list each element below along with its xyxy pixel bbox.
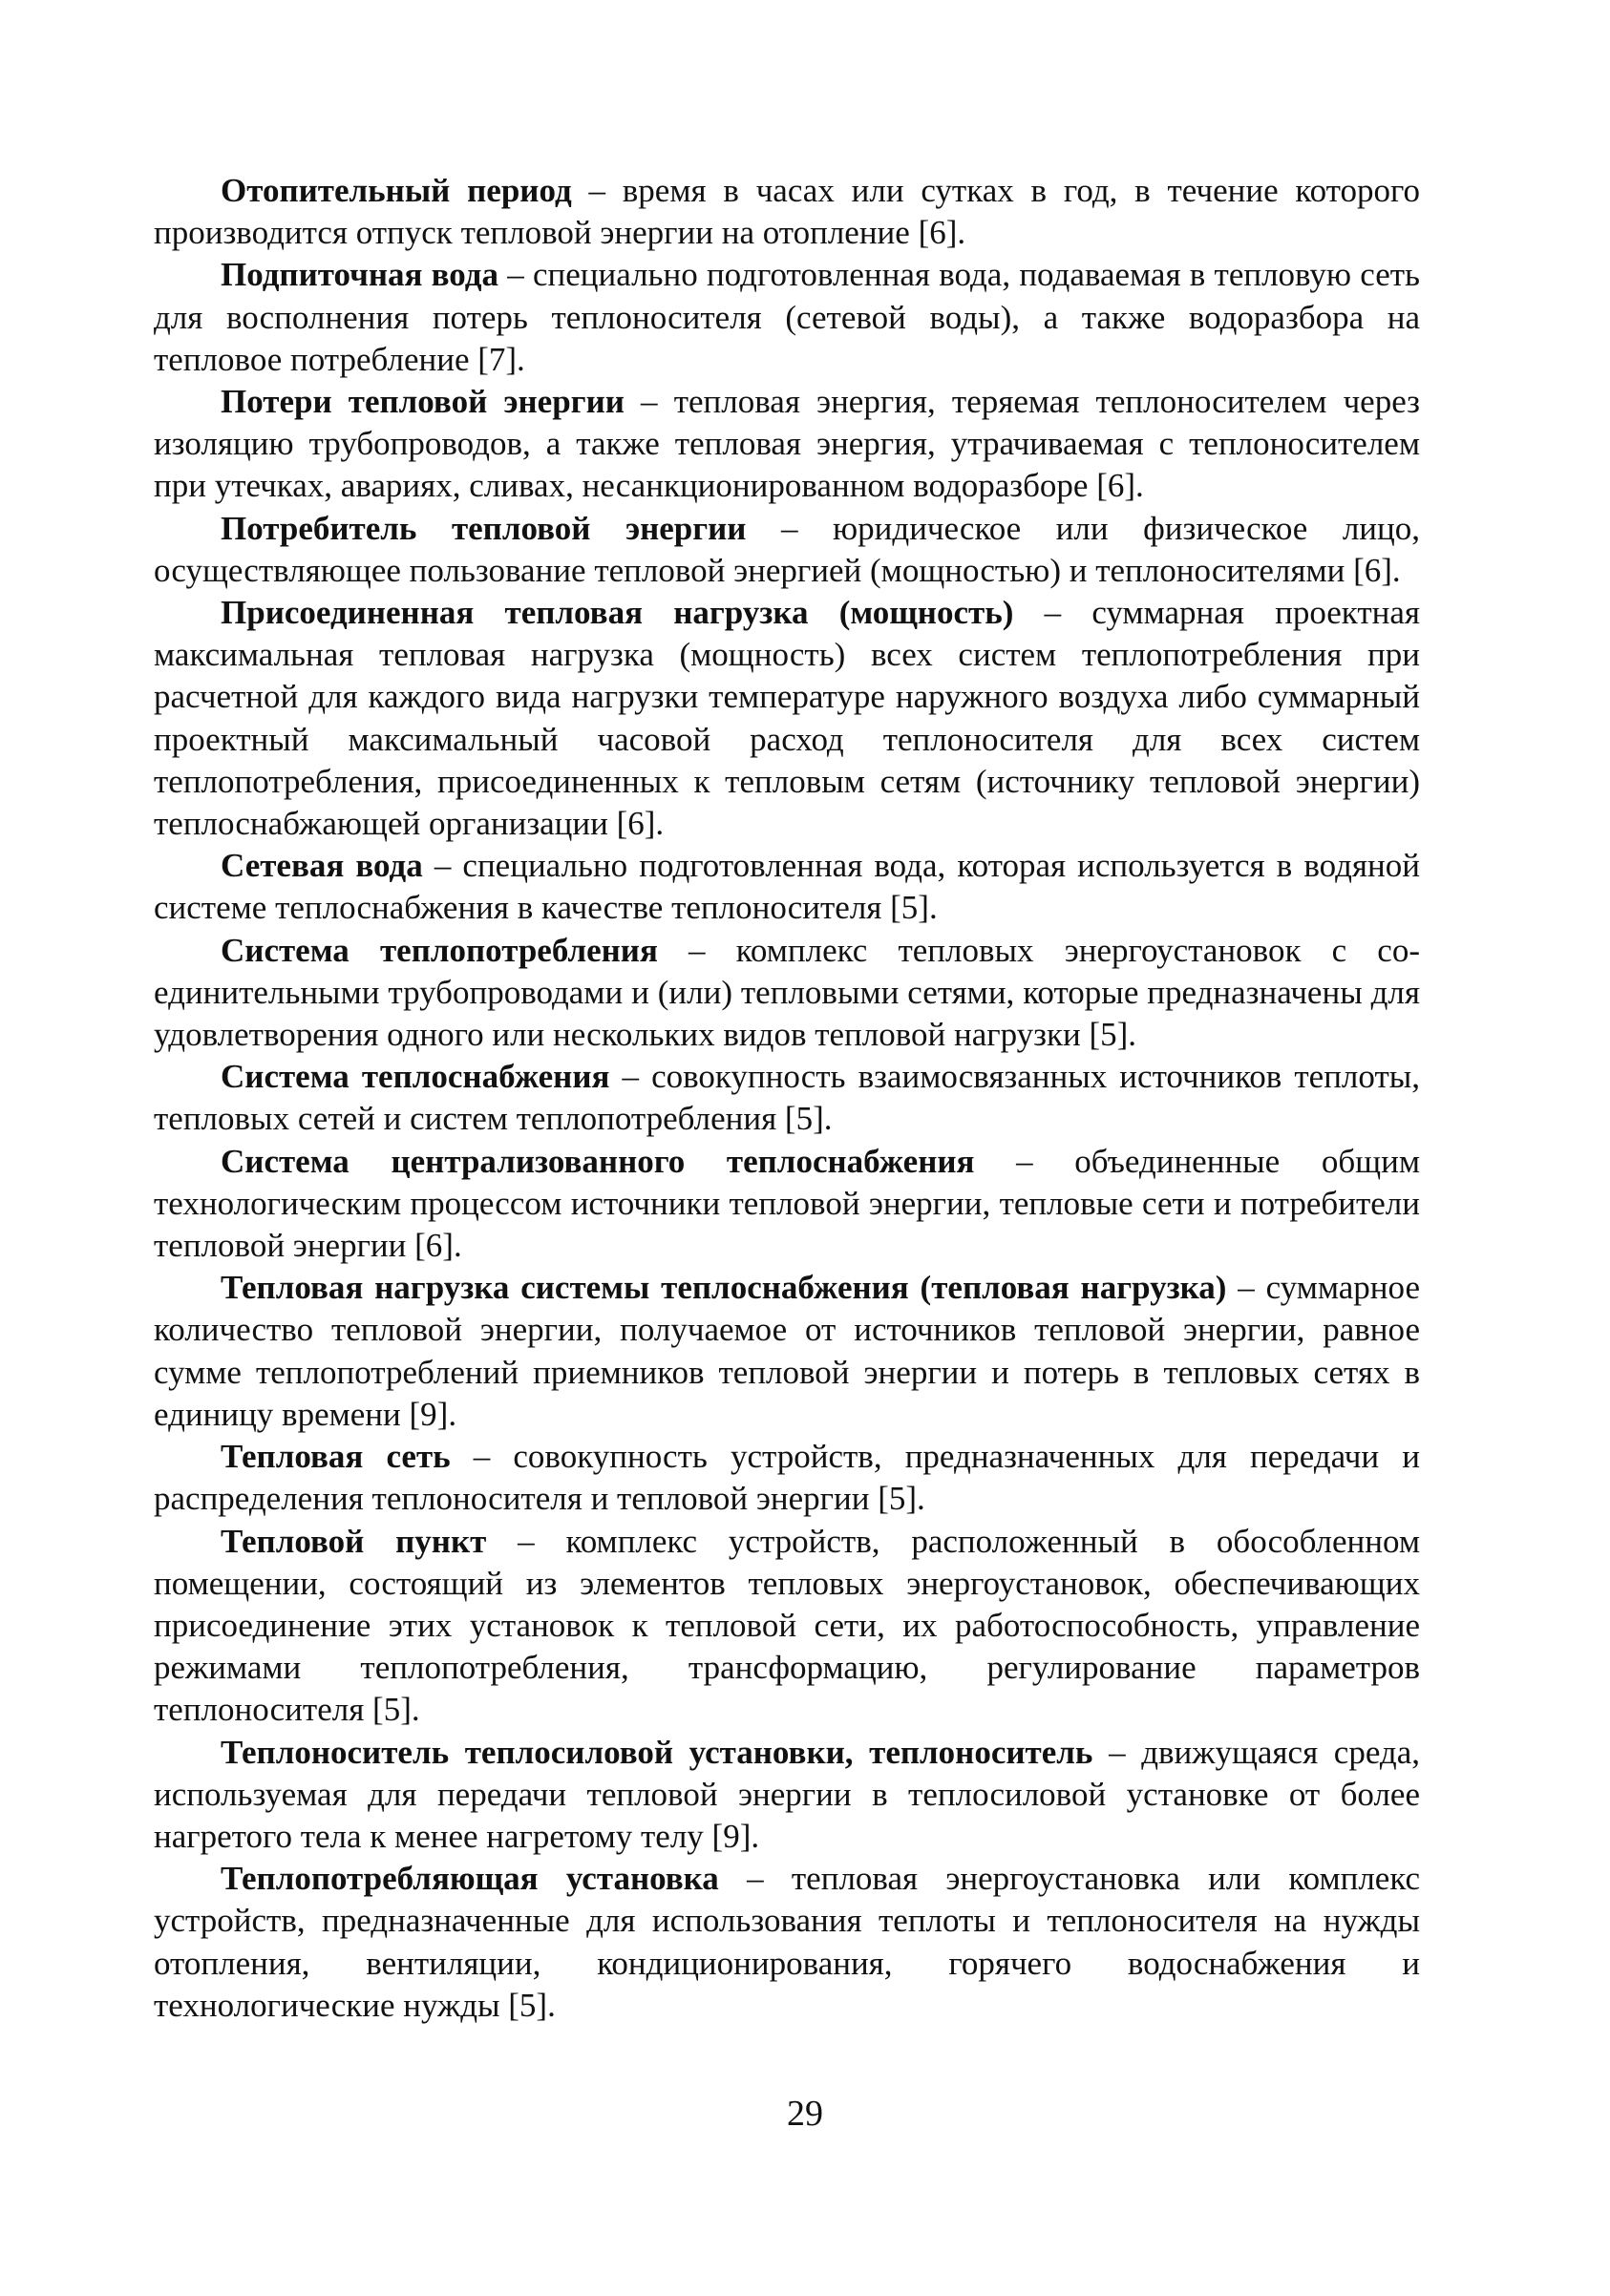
glossary-entry — [154, 1141, 1420, 1268]
glossary-entry — [154, 1056, 1420, 1140]
glossary-term: Тепловая сеть — [221, 1438, 451, 1476]
glossary-entry — [154, 381, 1420, 508]
glossary-term: Потребитель тепловой энергии — [221, 509, 747, 547]
glossary-entry — [154, 1732, 1420, 1859]
glossary-term: Теплоноситель теплосиловой установки, теплоноситель — [221, 1733, 1093, 1771]
glossary-term: Отопительный период — [221, 172, 572, 209]
glossary-definition: – суммарная проектная максимальная тепловая нагрузка (мощность) всех систем теплопотребления при расчетной для каждого вида нагрузки температуре наружного воздуха либо суммарный проектный максимальный часовой расход теплоносителя для всех систем теплопотребления, присоединенных к тепловым сетям (источнику тепловой энергии) теплоснабжающей организации [6]. — [154, 594, 1421, 843]
glossary-entry — [154, 592, 1420, 845]
glossary-entry — [154, 254, 1420, 381]
glossary-definition: – время в часах или сутках в год, в течение которого производится отпуск тепловой энергии на отопление [6]. — [154, 172, 1420, 252]
glossary-entry — [154, 930, 1420, 1057]
glossary-term: Сетевая вода — [221, 847, 423, 885]
glossary-definition: – специально подготовленная вода, подаваемая в тепловую сеть для восполнения потерь теплоносителя (сетевой воды), а также водоразбора на тепловое потребление [7]. — [154, 256, 1421, 378]
glossary-definition: – специально подготовленная вода, которая используется в водяной системе теплоснабжения в качестве теплоносителя [5]. — [154, 847, 1420, 927]
glossary-definition: – комплекс тепловых энергоустановок с соединительными трубопроводами и (или) тепловыми сетями, которые предназначены для удовлетворения одного или нескольких видов тепловой нагрузки [5]. — [154, 931, 1420, 1054]
page-body — [154, 170, 1420, 2027]
glossary-term: Тепловой пункт — [221, 1522, 487, 1560]
glossary-definition: – совокупность взаимосвязанных источников теплоты, тепловых сетей и систем теплопотребления [5]. — [154, 1058, 1421, 1138]
glossary-definition: – объединенные общим технологическим процессом источники тепловой энергии, тепловые сети и потребители тепловой энергии [6]. — [154, 1142, 1421, 1265]
glossary-definition: – юридическое или физическое лицо, осуществляющее пользование тепловой энергией (мощностью) и теплоносителями [6]. — [154, 509, 1421, 589]
glossary-term: Система централизованного теплоснабжения — [221, 1142, 975, 1180]
glossary-definition: – тепловая энергоустановка или комплекс устройств, предназначенные для использования теплоты и теплоносителя на нужды отопления, вентиляции, кондиционирования, горячего водоснабжения и технологические нужды [5]. — [154, 1860, 1420, 2024]
glossary-definition: – совокупность устройств, предназначенных для передачи и распределения теплоносителя и тепловой энергии [5]. — [154, 1438, 1420, 1518]
glossary-term: Присоединенная тепловая нагрузка (мощность) — [221, 594, 1014, 632]
glossary-entry — [154, 1267, 1420, 1436]
glossary-entry — [154, 170, 1420, 254]
page-number: 29 — [787, 2094, 823, 2134]
glossary-entry — [154, 1858, 1420, 2027]
glossary-definition: – суммарное количество тепловой энергии, получаемое от источников тепловой энергии, равное сумме теплопотреблений приемников тепловой энергии и потерь в тепловых сетях в единицу времени [9]. — [154, 1269, 1420, 1433]
glossary-entry — [154, 845, 1420, 929]
glossary-definition: – тепловая энергия, теряемая теплоносителем через изоляцию трубопроводов, а также тепловая энергия, утрачиваемая с теплоносителем при утечках, авариях, сливах, несанкционированном водоразборе [6]. — [154, 383, 1420, 505]
glossary-term: Подпиточная вода — [221, 256, 499, 294]
glossary-term: Система теплопотребления — [221, 931, 658, 969]
glossary-term: Тепловая нагрузка системы теплоснабжения (тепловая нагрузка) — [221, 1269, 1227, 1307]
glossary-entry — [154, 1436, 1420, 1520]
glossary-definition: – движущаяся среда, используемая для передачи тепловой энергии в теплосиловой установке от более нагретого тела к менее нагретому телу [9]. — [154, 1733, 1420, 1855]
glossary-definition: – комплекс устройств, расположенный в обособленном помещении, состоящий из элементов тепловых энергоустановок, обеспечивающих присоединение этих установок к тепловой сети, их работоспособность, управление режимами теплопотребления, трансформацию, регулирование параметров теплоносителя [5]. — [154, 1522, 1420, 1729]
glossary-term: Потери тепловой энергии — [221, 383, 625, 421]
glossary-entry — [154, 1521, 1420, 1732]
glossary-term: Теплопотребляющая установка — [221, 1860, 719, 1898]
glossary-entry — [154, 508, 1420, 592]
glossary-term: Система теплоснабжения — [221, 1058, 610, 1096]
